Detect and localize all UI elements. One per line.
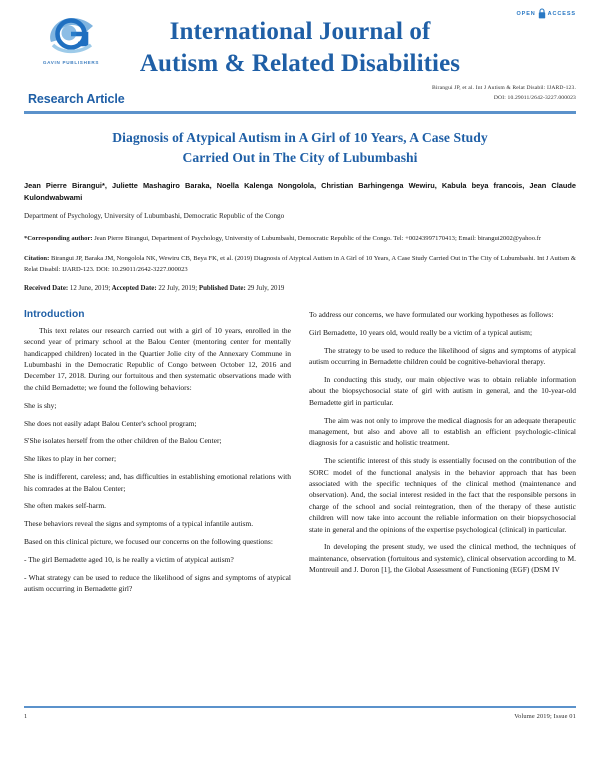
citation-block: [24, 254, 576, 275]
accepted-date-value: 22 July, 2019;: [156, 285, 198, 293]
page-footer: [24, 706, 576, 720]
open-access-label-left: OPEN: [516, 10, 536, 17]
body-paragraph: In developing the present study, we used the clinical method, the techniques of maintenance, observation (fortuitous and systemic), clinical observation according to M. Montreuil and J. Doron [1], the Global Assessment of Functioning (EGF) (DSM IV: [309, 542, 576, 575]
body-paragraph: The aim was not only to improve the medical diagnosis for an adequate therapeutic management, but also and above all to establish an efficient psychologic-clinical diagnosis for a casuistic and holistic treatment.: [309, 415, 576, 448]
body-paragraph: - What strategy can be used to reduce the likelihood of signs and symptoms of atypical autism occurring in Bernadette girl?: [24, 573, 291, 594]
paper-title-line1: Diagnosis of Atypical Autism in A Girl of 10 Years, A Case Study: [112, 130, 488, 145]
volume-issue: Volume 2019; Issue 01: [514, 713, 576, 720]
body-paragraph: She likes to play in her corner;: [24, 454, 117, 464]
corresponding-author-label: *Corresponding author:: [24, 235, 93, 243]
body-paragraph: The strategy to be used to reduce the likelihood of signs and symptoms of atypical autism occurring in Bernadette children could be cognitive-behavioral therapy.: [309, 345, 576, 366]
body-paragraph: She often makes self-harm.: [24, 501, 107, 511]
header-divider: [24, 111, 576, 114]
open-access-badge: [516, 8, 576, 19]
body-paragraph: This text relates our research carried out with a girl of 10 years, enrolled in the second year of primary school at the Balou Center (mentoring center for mentally handicapped children) located in the Quartier Jolie city of the Annexary Commune in Lubumbashi in the Democratic Republic of Congo between October 12, 2016 and December 17, 2018. During our fortuitous and then systematic observations made with the child Bernadette; we found the following behaviors:: [24, 325, 291, 392]
page-number: 1: [24, 713, 28, 720]
received-date-value: 12 June, 2019;: [68, 285, 111, 293]
body-paragraph: She is indifferent, careless; and, has difficulties in establishing emotional relations with his comrades at the Balou Center;: [24, 472, 291, 493]
affiliation: Department of Psychology, University of Lubumbashi, Democratic Republic of the Congo: [24, 212, 285, 221]
open-access-label-right: ACCESS: [547, 10, 576, 17]
journal-title-line1: International Journal of: [169, 18, 431, 45]
published-date-label: Published Date:: [197, 285, 246, 293]
body-paragraph: S'She isolates herself from the other children of the Balou Center;: [24, 436, 222, 446]
left-column: [24, 309, 291, 602]
received-date-label: Received Date:: [24, 285, 69, 293]
right-column: [309, 309, 576, 602]
corresponding-author-block: [24, 234, 576, 245]
body-paragraph: She does not easily adapt Balou Center's school program;: [24, 418, 197, 428]
citation-text: Birangui JP, Baraka JM, Nongolola NK, Wewiru CB, Beya FK, et al. (2019) Diagnosis of Atypical Autism in A Girl of 10 Years, A Case Study Carried Out in The City of Lubumbashi. Int J Autism & Relat Disabil: IJARD-123. DOI: 10.29011/2642-3227.000023: [24, 255, 576, 273]
publisher-name: GAVIN PUBLISHERS: [42, 60, 100, 65]
running-citation: Birangui JP, et al. Int J Autism & Relat Disabil: IJARD-123.: [431, 85, 576, 91]
page-title: [24, 128, 576, 167]
footer-row: [24, 713, 576, 720]
body-paragraph: To address our concerns, we have formulated our working hypotheses as follows:: [309, 309, 554, 319]
publisher-logo: [28, 12, 114, 65]
paper-title-line2: Carried Out in The City of Lubumbashi: [182, 149, 418, 165]
article-type-row: [24, 92, 576, 116]
body-paragraph: - The girl Bernadette aged 10, is he really a victim of atypical autism?: [24, 555, 234, 565]
left-column-paragraphs: [24, 325, 291, 595]
publication-dates: [24, 284, 576, 294]
body-paragraph: Based on this clinical picture, we focused our concerns on the following questions:: [24, 537, 273, 547]
body-paragraph: She is shy;: [24, 400, 57, 410]
author-list: Jean Pierre Birangui*, Juliette Mashagiro Baraka, Noella Kalenga Nongolola, Christian Barhingenga Wewiru, Kabula beya francois, Jean Claude Kulondwabwami: [24, 181, 576, 202]
accepted-date-label: Accepted Date:: [110, 285, 157, 293]
journal-title-line2: Autism & Related Disabilities: [139, 50, 461, 77]
gavin-globe-logo-icon: [45, 12, 97, 58]
body-paragraph: In conducting this study, our main objective was to obtain reliable information about the biopsychosocial state of girl with autism in general, and the 10-year-old Bernadette girl in particular.: [309, 374, 576, 407]
body-paragraph: Girl Bernadette, 10 years old, would really be a victim of a typical autism;: [309, 327, 533, 337]
published-date-value: 29 July, 2019: [245, 285, 285, 293]
doi-line[interactable]: DOI: 10.29011/2642-3227.000023: [493, 95, 576, 102]
right-column-paragraphs: [309, 309, 576, 576]
article-type-label: Research Article: [28, 92, 125, 106]
citation-label: Citation:: [24, 255, 50, 263]
body-paragraph: These behaviors reveal the signs and symptoms of a typical infantile autism.: [24, 519, 254, 529]
body-paragraph: The scientific interest of this study is essentially focused on the contribution of the SORC model of the functional analysis in the behavior approach that has been associated with the specific techniques of the clinical method (maintenance and observation). And, the social interest resided in the fact that the responsible persons in charge of the school and social reintegration, then of the therapy of these autistic children will now take into account the reliable information on their biopsychosocial state in general and the opinions of the expertise psychological (clinical) in particular.: [309, 456, 576, 534]
lock-icon: [538, 8, 546, 19]
corresponding-author-text: Jean Pierre Birangui, Department of Psychology, University of Lubumbashi, Democratic Republic of the Congo. Tel: +00243997170413; Email: birangui2002@yahoo.fr: [92, 235, 542, 243]
section-heading-introduction: Introduction: [24, 308, 85, 320]
footer-divider: [24, 706, 576, 708]
body-columns: [24, 309, 576, 602]
